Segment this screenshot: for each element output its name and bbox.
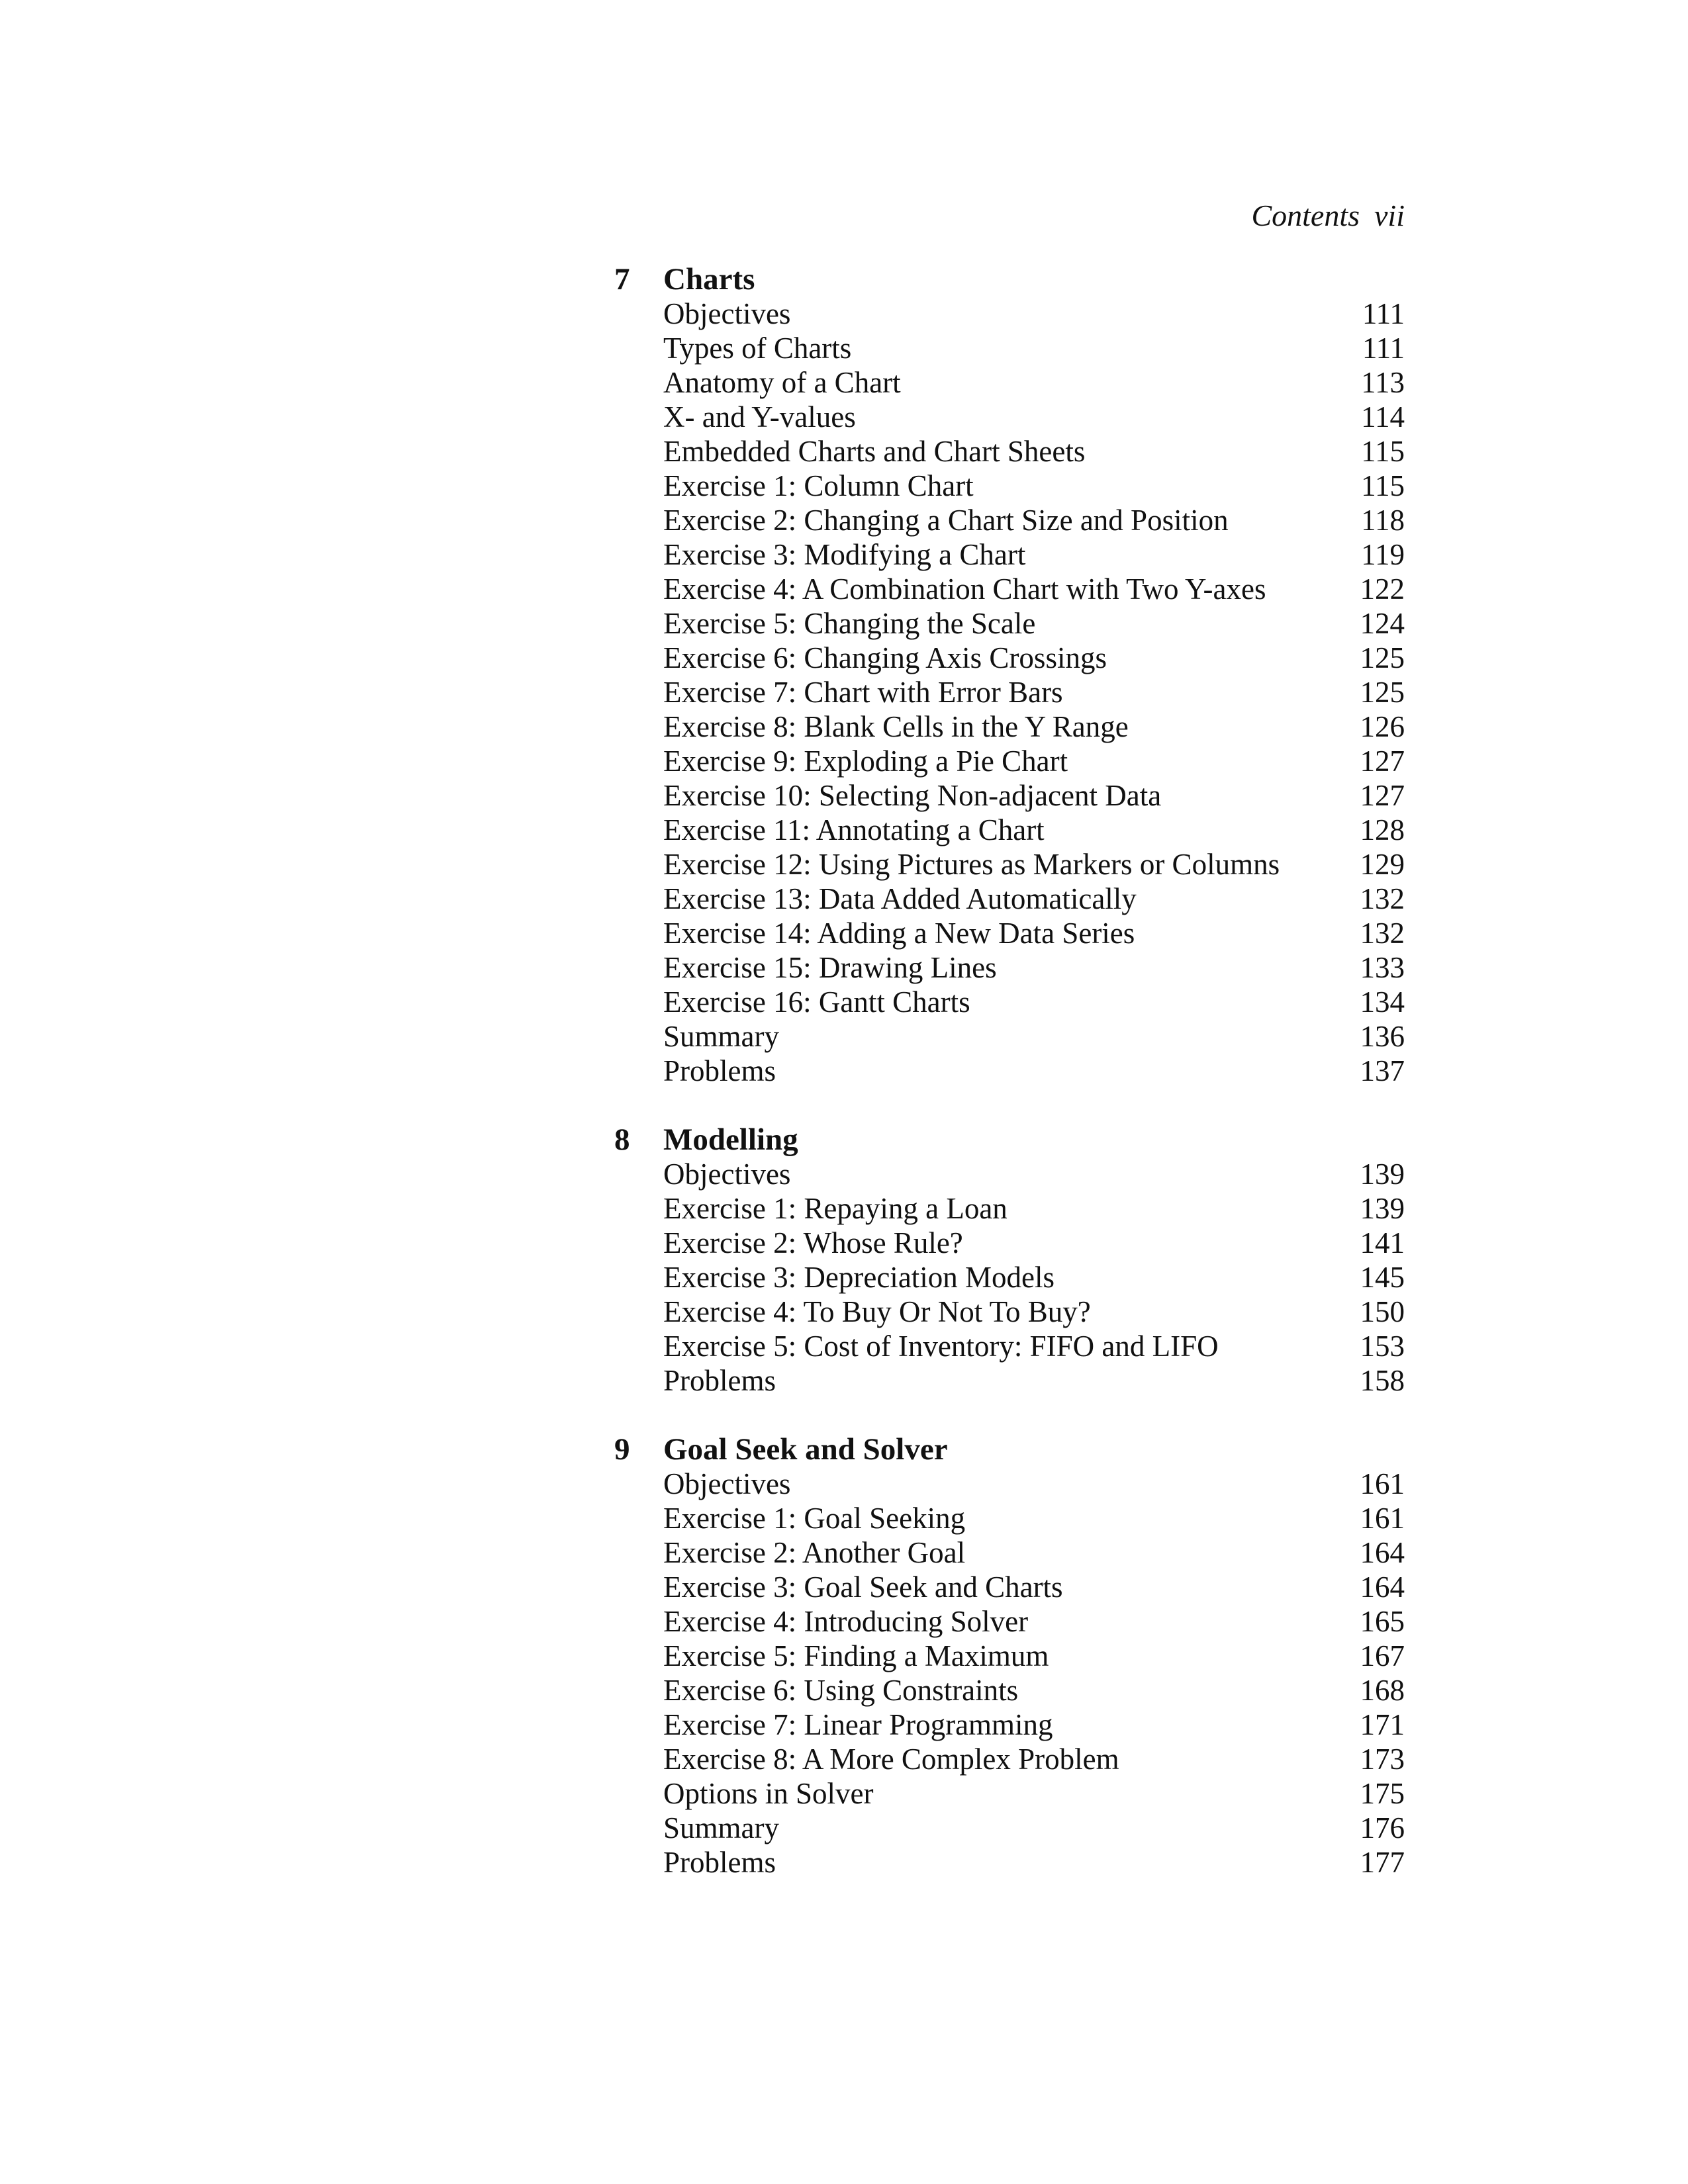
toc-entry-page: 132 (1360, 882, 1405, 915)
toc-entry-title: Exercise 12: Using Pictures as Markers or Columns (663, 848, 1280, 881)
toc-entry-page: 177 (1360, 1846, 1405, 1879)
toc-entry (614, 503, 1405, 537)
toc-entry (614, 331, 1405, 365)
toc-entry (614, 985, 1405, 1019)
toc-entry-title: Exercise 2: Changing a Chart Size and Position (663, 504, 1229, 537)
chapter-heading (614, 262, 1405, 296)
toc-entry-page: 161 (1360, 1502, 1405, 1535)
toc-entry-page: 136 (1360, 1020, 1405, 1053)
toc-entry (614, 1295, 1405, 1329)
toc-entry-title: Exercise 1: Repaying a Loan (663, 1192, 1008, 1225)
toc-entry-title: Anatomy of a Chart (663, 366, 901, 399)
toc-entry-page: 113 (1361, 366, 1405, 399)
toc-entry-page: 128 (1360, 813, 1405, 846)
toc-entry-page: 118 (1361, 504, 1405, 537)
chapter-number: 8 (614, 1122, 630, 1157)
toc-entry-title: Exercise 6: Changing Axis Crossings (663, 641, 1107, 674)
toc-entry-page: 145 (1360, 1261, 1405, 1294)
toc-entry-page: 139 (1360, 1192, 1405, 1225)
toc-entry-title: Problems (663, 1364, 776, 1397)
toc-entry-page: 137 (1360, 1054, 1405, 1087)
toc-entry (614, 606, 1405, 641)
toc-entry (614, 1226, 1405, 1260)
toc-entry-title: Objectives (663, 1467, 791, 1500)
toc-entry-title: Exercise 8: Blank Cells in the Y Range (663, 710, 1129, 743)
toc-entry-page: 171 (1360, 1708, 1405, 1741)
toc-entry-page: 115 (1361, 435, 1405, 468)
toc-entry-page: 133 (1360, 951, 1405, 984)
toc-entry-page: 168 (1360, 1674, 1405, 1707)
chapter-title: Modelling (663, 1122, 798, 1157)
chapter-number: 7 (614, 262, 630, 296)
toc-entry-title: Exercise 4: A Combination Chart with Two Y-axes (663, 572, 1266, 606)
toc-entry-title: Exercise 5: Changing the Scale (663, 607, 1036, 640)
toc-entry (614, 916, 1405, 950)
toc-entry-page: 111 (1362, 297, 1405, 330)
toc-entry (614, 882, 1405, 916)
toc-entry-title: Exercise 3: Goal Seek and Charts (663, 1570, 1063, 1604)
toc-entry-title: Exercise 5: Finding a Maximum (663, 1639, 1049, 1672)
toc-entry-page: 150 (1360, 1295, 1405, 1328)
toc-entry-page: 141 (1360, 1226, 1405, 1259)
chapter-section (614, 262, 1405, 1088)
toc-entry (614, 641, 1405, 675)
toc-entry (614, 365, 1405, 400)
toc-entry (614, 1776, 1405, 1811)
toc-entry-title: Problems (663, 1054, 776, 1087)
toc-entry-page: 175 (1360, 1777, 1405, 1810)
toc-entry-title: Exercise 3: Depreciation Models (663, 1261, 1055, 1294)
toc-entry-title: Exercise 1: Column Chart (663, 469, 974, 502)
chapter-heading (614, 1432, 1405, 1467)
toc-entry-page: 119 (1361, 538, 1405, 571)
chapter-heading (614, 1122, 1405, 1157)
toc-entry (614, 1673, 1405, 1707)
toc-entry-title: Exercise 13: Data Added Automatically (663, 882, 1137, 915)
toc-entry-title: Objectives (663, 1158, 791, 1191)
toc-entry-page: 111 (1362, 332, 1405, 365)
toc-entry-title: Exercise 7: Chart with Error Bars (663, 676, 1063, 709)
chapter-number: 9 (614, 1432, 630, 1467)
toc-entry-page: 173 (1360, 1743, 1405, 1776)
toc-entry (614, 1570, 1405, 1604)
toc-entry (614, 1742, 1405, 1776)
toc-entry (614, 469, 1405, 503)
toc-entry (614, 1054, 1405, 1088)
toc-entry-title: Exercise 1: Goal Seeking (663, 1502, 966, 1535)
toc-entry-page: 134 (1360, 985, 1405, 1019)
chapter-section (614, 1432, 1405, 1880)
toc-entry (614, 675, 1405, 709)
toc-entry (614, 537, 1405, 572)
toc-entry-title: Objectives (663, 297, 791, 330)
toc-entry-page: 164 (1360, 1570, 1405, 1604)
chapter-title: Goal Seek and Solver (663, 1432, 948, 1467)
chapter-title: Charts (663, 262, 755, 296)
toc-entry (614, 1707, 1405, 1742)
toc-entry-title: Embedded Charts and Chart Sheets (663, 435, 1086, 468)
toc-entry-page: 165 (1360, 1605, 1405, 1638)
toc-entry (614, 434, 1405, 469)
toc-entry-title: Exercise 7: Linear Programming (663, 1708, 1053, 1741)
toc-entry-title: X- and Y-values (663, 400, 856, 433)
toc-entry-page: 129 (1360, 848, 1405, 881)
toc-entry (614, 400, 1405, 434)
toc-entry (614, 1363, 1405, 1398)
toc-entry-page: 176 (1360, 1811, 1405, 1844)
toc-entry-title: Exercise 16: Gantt Charts (663, 985, 970, 1019)
toc-entry (614, 1639, 1405, 1673)
toc-entry (614, 950, 1405, 985)
table-of-contents (614, 262, 1405, 1880)
toc-entry-title: Summary (663, 1020, 779, 1053)
toc-entry-page: 127 (1360, 745, 1405, 778)
toc-entry (614, 744, 1405, 778)
toc-entry-page: 132 (1360, 917, 1405, 950)
toc-entry-title: Exercise 14: Adding a New Data Series (663, 917, 1135, 950)
toc-entry-page: 139 (1360, 1158, 1405, 1191)
toc-entry-title: Exercise 15: Drawing Lines (663, 951, 997, 984)
toc-entry-title: Problems (663, 1846, 776, 1879)
toc-entry-title: Exercise 9: Exploding a Pie Chart (663, 745, 1068, 778)
toc-entry-title: Exercise 4: Introducing Solver (663, 1605, 1029, 1638)
toc-entry (614, 1467, 1405, 1501)
toc-entry (614, 1845, 1405, 1880)
toc-entry (614, 1811, 1405, 1845)
toc-entry-page: 158 (1360, 1364, 1405, 1397)
chapter-section (614, 1122, 1405, 1398)
toc-entry-page: 115 (1361, 469, 1405, 502)
toc-entry (614, 1501, 1405, 1535)
toc-entry-title: Exercise 4: To Buy Or Not To Buy? (663, 1295, 1091, 1328)
toc-entry (614, 1604, 1405, 1639)
toc-entry-title: Exercise 2: Whose Rule? (663, 1226, 963, 1259)
running-head (1251, 196, 1405, 236)
toc-entry-page: 161 (1360, 1467, 1405, 1500)
running-head-page-numeral: vii (1374, 199, 1405, 232)
toc-entry-page: 125 (1360, 676, 1405, 709)
toc-entry-page: 122 (1360, 572, 1405, 606)
toc-entry (614, 296, 1405, 331)
toc-entry-page: 153 (1360, 1330, 1405, 1363)
toc-entry (614, 572, 1405, 606)
toc-entry-title: Exercise 3: Modifying a Chart (663, 538, 1026, 571)
toc-entry (614, 1260, 1405, 1295)
toc-entry-title: Exercise 11: Annotating a Chart (663, 813, 1045, 846)
toc-entry (614, 813, 1405, 847)
toc-entry-title: Options in Solver (663, 1777, 874, 1810)
toc-entry-page: 127 (1360, 779, 1405, 812)
toc-entry-title: Exercise 5: Cost of Inventory: FIFO and LIFO (663, 1330, 1219, 1363)
toc-entry-title: Summary (663, 1811, 779, 1844)
toc-entry-page: 164 (1360, 1536, 1405, 1569)
toc-entry-title: Exercise 2: Another Goal (663, 1536, 966, 1569)
toc-entry-page: 114 (1361, 400, 1405, 433)
toc-entry-page: 125 (1360, 641, 1405, 674)
toc-entry (614, 1157, 1405, 1191)
toc-entry (614, 1329, 1405, 1363)
toc-entry-title: Exercise 6: Using Constraints (663, 1674, 1019, 1707)
toc-entry-title: Exercise 10: Selecting Non-adjacent Data (663, 779, 1162, 812)
running-head-section: Contents (1251, 199, 1360, 232)
toc-entry (614, 1535, 1405, 1570)
toc-entry-page: 126 (1360, 710, 1405, 743)
toc-entry-title: Exercise 8: A More Complex Problem (663, 1743, 1119, 1776)
toc-entry (614, 709, 1405, 744)
toc-entry (614, 1191, 1405, 1226)
toc-entry (614, 847, 1405, 882)
toc-entry-page: 167 (1360, 1639, 1405, 1672)
toc-entry-page: 124 (1360, 607, 1405, 640)
toc-entry-title: Types of Charts (663, 332, 852, 365)
toc-entry (614, 1019, 1405, 1054)
toc-entry (614, 778, 1405, 813)
